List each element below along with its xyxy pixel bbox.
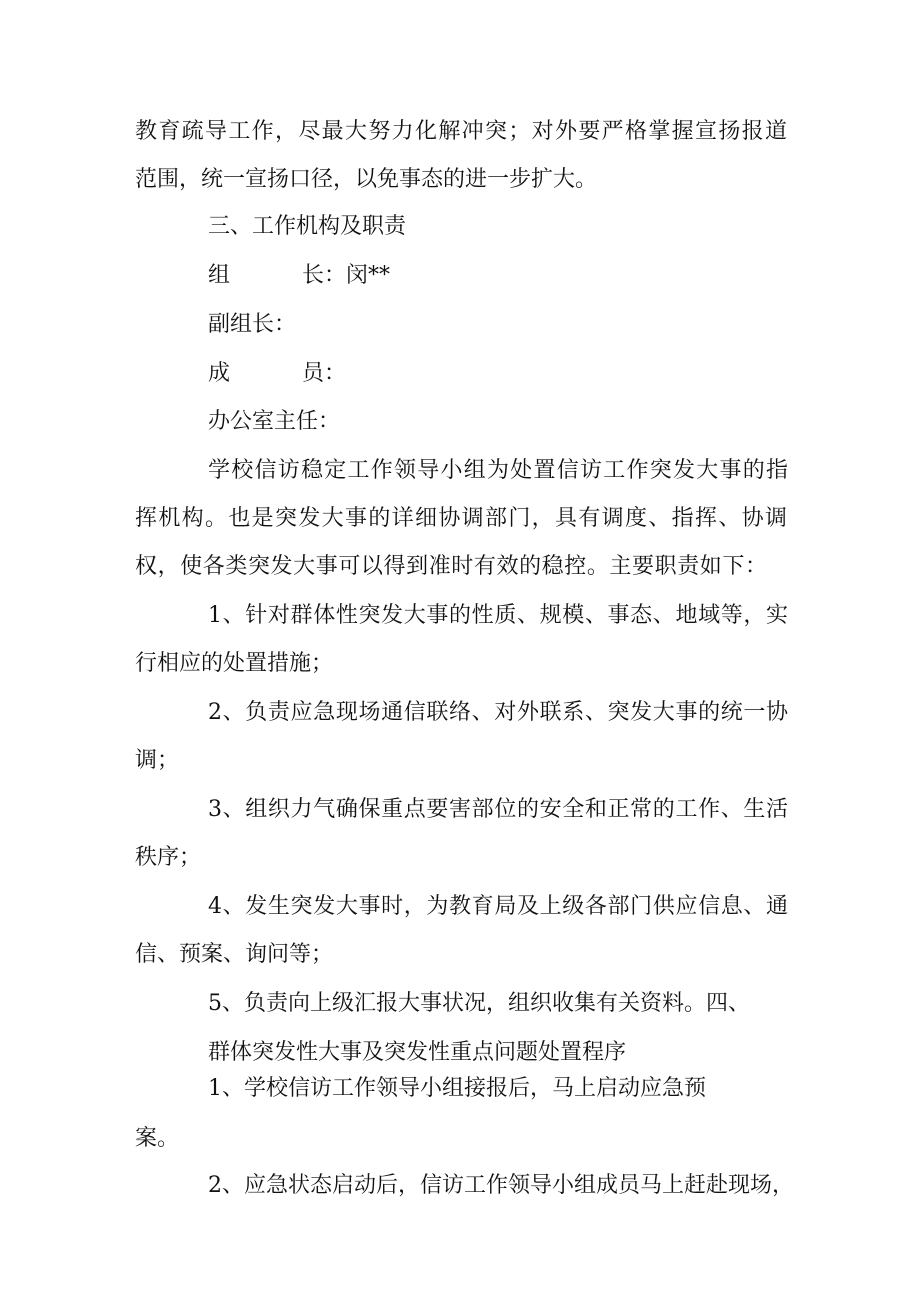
members-label-start: 成 bbox=[208, 361, 231, 386]
duty-item-3-cont: 秩序； bbox=[135, 845, 202, 870]
leader-name: 闵** bbox=[346, 263, 391, 288]
procedure-item-1: 1、学校信访工作领导小组接报后，马上启动应急预 bbox=[208, 1076, 706, 1101]
duty-item-5: 5、负责向上级汇报大事状况，组织收集有关资料。四、 bbox=[208, 991, 750, 1016]
text-line-7: 挥机构。也是突发大事的详细协调部门，具有调度、指挥、协调 bbox=[135, 506, 787, 531]
section-heading-4: 群体突发性大事及突发性重点问题处置程序 bbox=[208, 1040, 627, 1065]
duty-item-2-cont: 调； bbox=[135, 748, 180, 773]
text-line-6: 学校信访稳定工作领导小组为处置信访工作突发大事的指 bbox=[208, 458, 788, 483]
leader-label-start: 组 bbox=[208, 263, 231, 288]
text-line-1: 教育疏导工作，尽最大努力化解冲突；对外要严格掌握宣扬报道 bbox=[135, 119, 787, 144]
leader-label-end: 长： bbox=[302, 263, 347, 288]
procedure-item-1-cont: 案。 bbox=[135, 1126, 180, 1151]
duty-item-4-cont: 信、预案、询问等； bbox=[135, 942, 334, 967]
office-director-line: 办公室主任： bbox=[208, 409, 341, 434]
members-line bbox=[208, 360, 346, 388]
leader-line bbox=[208, 262, 390, 290]
text-line-2: 范围，统一宣扬口径，以免事态的进一步扩大。 bbox=[135, 167, 598, 192]
duty-item-2: 2、负责应急现场通信联络、对外联系、突发大事的统一协 bbox=[208, 700, 788, 725]
section-heading-3: 三、工作机构及职责 bbox=[208, 214, 407, 239]
duty-item-1: 1、针对群体性突发大事的性质、规模、事态、地域等，实 bbox=[208, 603, 788, 628]
duty-item-4: 4、发生突发大事时，为教育局及上级各部门供应信息、通 bbox=[208, 894, 788, 919]
deputy-leader-line: 副组长： bbox=[208, 312, 297, 337]
procedure-item-2: 2、应急状态启动后，信访工作领导小组成员马上赶赴现场， bbox=[208, 1173, 794, 1198]
duty-item-1-cont: 行相应的处置措施； bbox=[135, 651, 334, 676]
duty-item-3: 3、组织力气确保重点要害部位的安全和正常的工作、生活 bbox=[208, 797, 788, 822]
text-line-8: 权，使各类突发大事可以得到准时有效的稳控。主要职责如下： bbox=[135, 554, 767, 579]
members-label-end: 员： bbox=[302, 361, 347, 386]
